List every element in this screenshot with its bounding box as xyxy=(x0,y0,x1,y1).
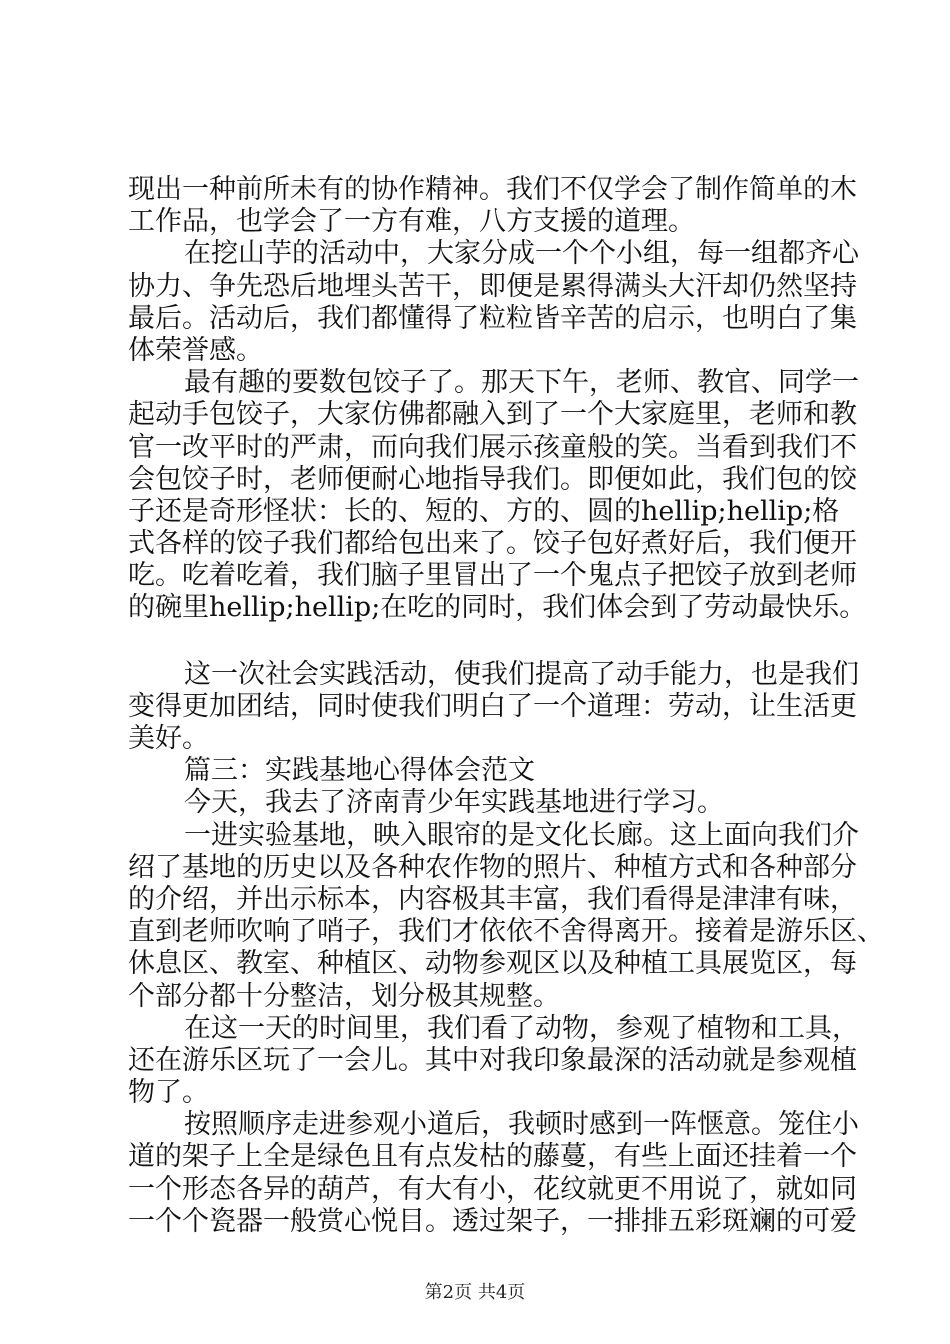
paragraph-start-line: 在挖山芋的活动中，大家分成一个个小组，每一组都齐心 xyxy=(184,238,859,270)
text-line: 现出一种前所未有的协作精神。我们不仅学会了制作简单的木 xyxy=(128,174,857,205)
document-body xyxy=(128,174,884,1238)
text-line: 休息区、教室、种植区、动物参观区以及种植工具展览区，每 xyxy=(128,948,857,980)
paragraph-start-line: 这一次社会实践活动，使我们提高了动手能力，也是我们 xyxy=(184,658,859,690)
paragraph-start-line: 一进实验基地，映入眼帘的是文化长廊。这上面向我们介 xyxy=(184,819,859,851)
text-line: 道的架子上全是绿色且有点发枯的藤蔓，有些上面还挂着一个 xyxy=(128,1141,857,1173)
paragraph-start-line: 今天，我去了济南青少年实践基地进行学习。 xyxy=(184,787,724,819)
text-line: 会包饺子时，老师便耐心地指导我们。即便如此，我们包的饺 xyxy=(128,463,857,495)
text-line: 还在游乐区玩了一会儿。其中对我印象最深的活动就是参观植 xyxy=(128,1044,857,1076)
text-line: 绍了基地的历史以及各种农作物的照片、种植方式和各种部分 xyxy=(128,851,857,883)
text-line: 最后。活动后，我们都懂得了粒粒皆辛苦的启示，也明白了集 xyxy=(128,302,857,334)
text-line: 的介绍，并出示标本，内容极其丰富，我们看得是津津有味， xyxy=(128,883,857,915)
page-footer: 第2页 共4页 xyxy=(424,1282,526,1303)
text-line: 个部分都十分整洁，划分极其规整。 xyxy=(128,980,560,1012)
text-line: 变得更加团结，同时使我们明白了一个道理：劳动，让生活更 xyxy=(128,690,857,722)
paragraph-gap xyxy=(128,625,833,659)
paragraph-start-line: 在这一天的时间里，我们看了动物，参观了植物和工具， xyxy=(184,1012,859,1044)
paragraph-start-line: 最有趣的要数包饺子了。那天下午，老师、教官、同学一 xyxy=(184,367,859,399)
text-line: 体荣誉感。 xyxy=(128,334,263,366)
paragraph-start-line: 按照顺序走进参观小道后，我顿时感到一阵惬意。笼住小 xyxy=(184,1109,859,1141)
text-line: 子还是奇形怪状：长的、短的、方的、圆的hellip;hellip;格 xyxy=(128,495,840,527)
text-line: 一个个瓷器一般赏心悦目。透过架子，一排排五彩斑斓的可爱 xyxy=(128,1205,857,1237)
text-line: 工作品，也学会了一方有难，八方支援的道理。 xyxy=(128,206,695,238)
text-line: 一个形态各异的葫芦，有大有小，花纹就更不用说了，就如同 xyxy=(128,1173,857,1205)
text-line: 直到老师吹响了哨子，我们才依依不舍得离开。接着是游乐区、 xyxy=(128,916,884,948)
section-heading: 篇三：实践基地心得体会范文 xyxy=(184,755,535,787)
text-line: 美好。 xyxy=(128,723,209,754)
text-line: 式各样的饺子我们都给包出来了。饺子包好煮好后，我们便开 xyxy=(128,528,857,560)
text-line: 起动手包饺子，大家仿佛都融入到了一个大家庭里，老师和教 xyxy=(128,399,857,431)
text-line: 协力、争先恐后地埋头苦干，即便是累得满头大汗却仍然坚持 xyxy=(128,270,857,302)
text-line: 物了。 xyxy=(128,1077,209,1109)
text-line: 吃。吃着吃着，我们脑子里冒出了一个鬼点子把饺子放到老师 xyxy=(128,560,857,592)
text-line: 的碗里hellip;hellip;在吃的同时，我们体会到了劳动最快乐。 xyxy=(128,592,867,624)
text-line: 官一改平时的严肃，而向我们展示孩童般的笑。当看到我们不 xyxy=(128,431,857,463)
